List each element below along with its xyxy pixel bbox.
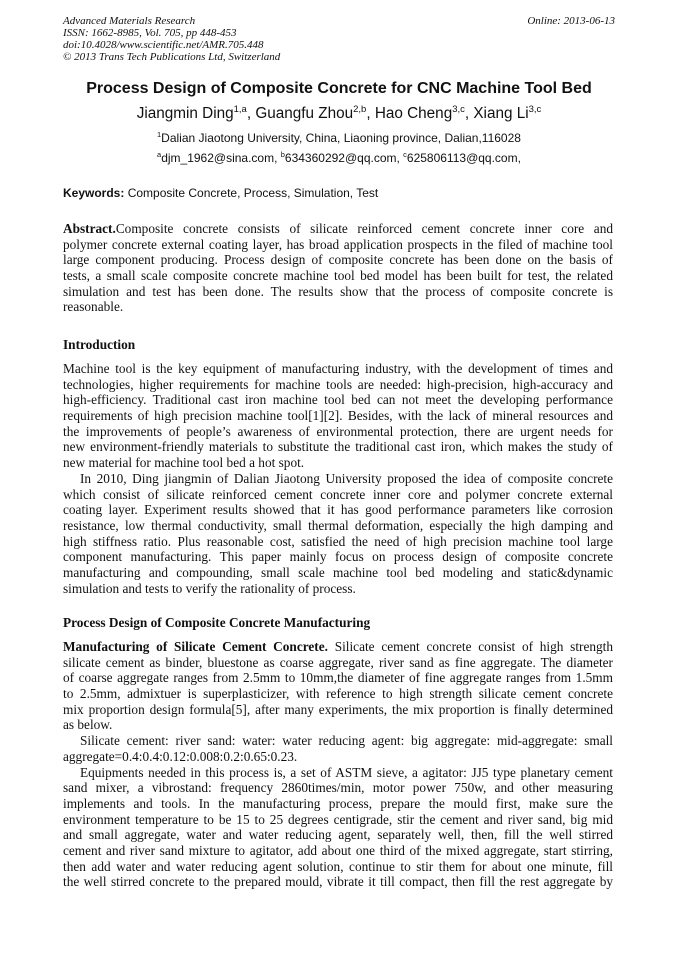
text-line xyxy=(63,796,613,812)
line-text: component manufacturing. This paper mainly focus on process design of composite concrete xyxy=(63,549,613,565)
text-line xyxy=(63,518,613,534)
affiliation-marker: 1 xyxy=(157,130,162,139)
abstract xyxy=(63,221,613,315)
text-line xyxy=(63,670,613,686)
text-line xyxy=(63,717,613,733)
text-line xyxy=(63,502,613,518)
text-line xyxy=(63,471,613,487)
author-affiliation-marker: 3,c xyxy=(528,103,542,115)
text-line xyxy=(63,549,613,565)
text-line xyxy=(63,733,613,749)
keywords xyxy=(63,186,378,200)
copyright: © 2013 Trans Tech Publications Ltd, Switzerland xyxy=(63,51,281,63)
email-address[interactable]: djm_1962@sina.com, xyxy=(161,151,281,165)
line-text: new material for machine tool bed a hot spot. xyxy=(63,455,305,471)
issn-info: ISSN: 1662-8985, Vol. 705, pp 448-453 xyxy=(63,27,237,39)
text-line xyxy=(63,534,613,550)
line-text: as below. xyxy=(63,717,113,733)
line-text: coating layer. Experiment results showed that it has good performance parameters like corrosion xyxy=(63,502,613,518)
text-line xyxy=(63,655,613,671)
line-text: Silicate cement concrete consist of high strength xyxy=(327,639,614,654)
text-line xyxy=(63,749,613,765)
online-date: Online: 2013-06-13 xyxy=(527,15,615,27)
line-text: implements and tools. In the manufacturing process, prepare the mould first, make sure the xyxy=(63,795,613,811)
author-name: Hao Cheng xyxy=(374,105,453,122)
process-design-heading: Process Design of Composite Concrete Manufacturing xyxy=(63,615,371,630)
text-line xyxy=(63,439,613,455)
text-line xyxy=(63,686,613,702)
journal-name: Advanced Materials Research xyxy=(63,15,196,27)
author-emails xyxy=(0,151,678,165)
line-text: mix proportion design formula[5], after many experiments, the mix proportion is finally determined xyxy=(63,701,613,717)
line-text: aggregate=0.4:0.4:0.12:0.008:0.2:0.65:0.23. xyxy=(63,748,298,764)
line-text: environment temperature to be 15 to 25 degrees centigrade, stir the cement and river sand, big mid xyxy=(63,811,613,827)
line-text: which consist of silicate reinforced cement concrete inner core and polymer concrete external xyxy=(63,486,613,502)
text-line xyxy=(63,377,613,393)
line-text: then add water and water reducing agent solution, continue to stir them for about one minute, fill xyxy=(63,858,613,874)
line-text: Silicate cement: river sand: water: water reducing agent: big aggregate: mid-aggregate: small xyxy=(80,733,613,749)
line-text: of coarse aggregate ranges from 2.5mm to 10mm,the diameter of fine aggregate ranges from 1.5mm xyxy=(63,670,613,686)
email-address[interactable]: 625806113@qq.com, xyxy=(406,151,521,165)
text-line xyxy=(63,639,613,655)
line-text: high stiffness ratio. Plus reasonable cost, satisfied the need of high precision machine tool large xyxy=(63,533,613,549)
email-marker: b xyxy=(280,150,285,159)
author-list: Jiangmin Ding$^{1,a}$, Guangfu Zhou$^{2,b}$, Hao Cheng$^{3,c}$, Xiang Li$^{3,c}$ xyxy=(136,103,542,122)
text-line xyxy=(63,859,613,875)
author-name: Xiang Li xyxy=(473,105,529,122)
text-line xyxy=(63,874,613,890)
line-text: In 2010, Ding jiangmin of Dalian Jiaotong University proposed the idea of composite concrete xyxy=(80,470,613,486)
paper-title: Process Design of Composite Concrete for CNC Machine Tool Bed xyxy=(86,80,592,97)
keywords-label: Keywords: xyxy=(63,186,125,200)
text-line xyxy=(63,392,613,408)
text-line xyxy=(63,487,613,503)
text-line xyxy=(63,455,613,471)
text-line xyxy=(63,299,613,315)
line-text: Machine tool is the key equipment of manufacturing industry, with the development of times and xyxy=(63,361,613,376)
line-text: the improvements of people’s awareness of environmental protection, there are urgent needs for xyxy=(63,423,613,439)
text-line xyxy=(63,408,613,424)
paragraph-lead: Manufacturing of Silicate Cement Concrete. xyxy=(63,639,328,654)
line-text: Composite concrete consists of silicate reinforced cement concrete inner core and xyxy=(115,221,613,236)
text-line xyxy=(63,284,613,300)
line-text: technologies, higher requirements for machine tools are needed: high-precision, high-accuracy and xyxy=(63,376,613,392)
text-line xyxy=(63,221,613,237)
text-line xyxy=(63,702,613,718)
line-text: large component producing. Process design of composite concrete has been done on the basis of xyxy=(63,252,613,268)
line-text: requirements of high precision machine tool[1][2]. Besides, with the lack of mineral resources and xyxy=(63,408,613,424)
text-line xyxy=(63,843,613,859)
doi-link[interactable]: doi:10.4028/www.scientific.net/AMR.705.448 xyxy=(63,39,264,51)
text-line xyxy=(63,237,613,253)
process-design-body xyxy=(63,639,613,890)
email-marker: c xyxy=(403,150,407,159)
line-text: Equipments needed in this process is, a set of ASTM sieve, a agitator: JJ5 type planetary cement xyxy=(80,764,613,780)
affiliation-text: Dalian Jiaotong University, China, Liaoning province, Dalian,116028 xyxy=(161,131,521,145)
email-address[interactable]: 634360292@qq.com, xyxy=(284,151,404,165)
line-text: and small aggregate, water and water reducing agent, separately well, then, fill the well stirred xyxy=(63,827,613,843)
text-line xyxy=(63,765,613,781)
line-text: the well stirred concrete to the prepared mould, vibrate it till compact, then fill the rest aggregate by xyxy=(63,874,613,890)
line-text: sand mixer, a vibrostand: frequency 2860times/min, motor power 750w, and other measuring xyxy=(63,780,613,796)
text-line xyxy=(63,252,613,268)
text-line xyxy=(63,827,613,843)
author-name: Jiangmin Ding xyxy=(136,105,234,122)
line-text: manufacturing and compounding, small scale machine tool bed modeling and static&dynamic xyxy=(63,564,613,580)
introduction-heading: Introduction xyxy=(63,337,136,352)
author-affiliation-marker: 3,c xyxy=(452,103,465,115)
affiliation xyxy=(0,131,678,145)
line-text: polymer concrete external coating layer, has broad application prospects in the filed of machine tool xyxy=(63,236,613,252)
text-line xyxy=(63,268,613,284)
text-line xyxy=(63,812,613,828)
line-text: simulation and tests to verify the rationality of process. xyxy=(63,580,356,596)
introduction-body xyxy=(63,361,613,596)
line-text: high-efficiency. Traditional cast iron machine tool bed can not meet the developing performance xyxy=(63,392,613,408)
author-name: Guangfu Zhou xyxy=(255,105,354,122)
line-text: silicate cement as binder, bluestone as coarse aggregate, river sand as fine aggregate. The diameter xyxy=(63,654,613,670)
line-text: to 2.5mm, admixtuer is superplasticizer, with reference to high strength silicate cement concrete xyxy=(63,686,613,702)
line-text: cement and river sand mixture to agitator, add about one third of the mixed aggregate, start stirring, xyxy=(63,842,613,858)
author-affiliation-marker: 2,b xyxy=(353,103,367,115)
text-line xyxy=(63,565,613,581)
text-line xyxy=(63,780,613,796)
line-text: simulation and test has been done. The results show that the process of composite concrete is xyxy=(63,283,613,299)
text-line xyxy=(63,361,613,377)
keywords-text: Composite Concrete, Process, Simulation, Test xyxy=(124,186,379,200)
author-affiliation-marker: 1,a xyxy=(233,103,247,115)
line-text: reasonable. xyxy=(63,299,124,315)
line-text: new environment-friendly materials to substitute the traditional cast iron, which makes the study of xyxy=(63,439,613,455)
line-text: tests, a small scale composite concrete machine tool bed model has been built for test, the related xyxy=(63,268,613,284)
email-marker: a xyxy=(157,150,162,159)
text-line xyxy=(63,581,613,597)
line-text: resistance, low thermal conductivity, small thermal deformation, especially the high damping and xyxy=(63,517,613,533)
paragraph-lead: Abstract. xyxy=(63,221,116,236)
text-line xyxy=(63,424,613,440)
